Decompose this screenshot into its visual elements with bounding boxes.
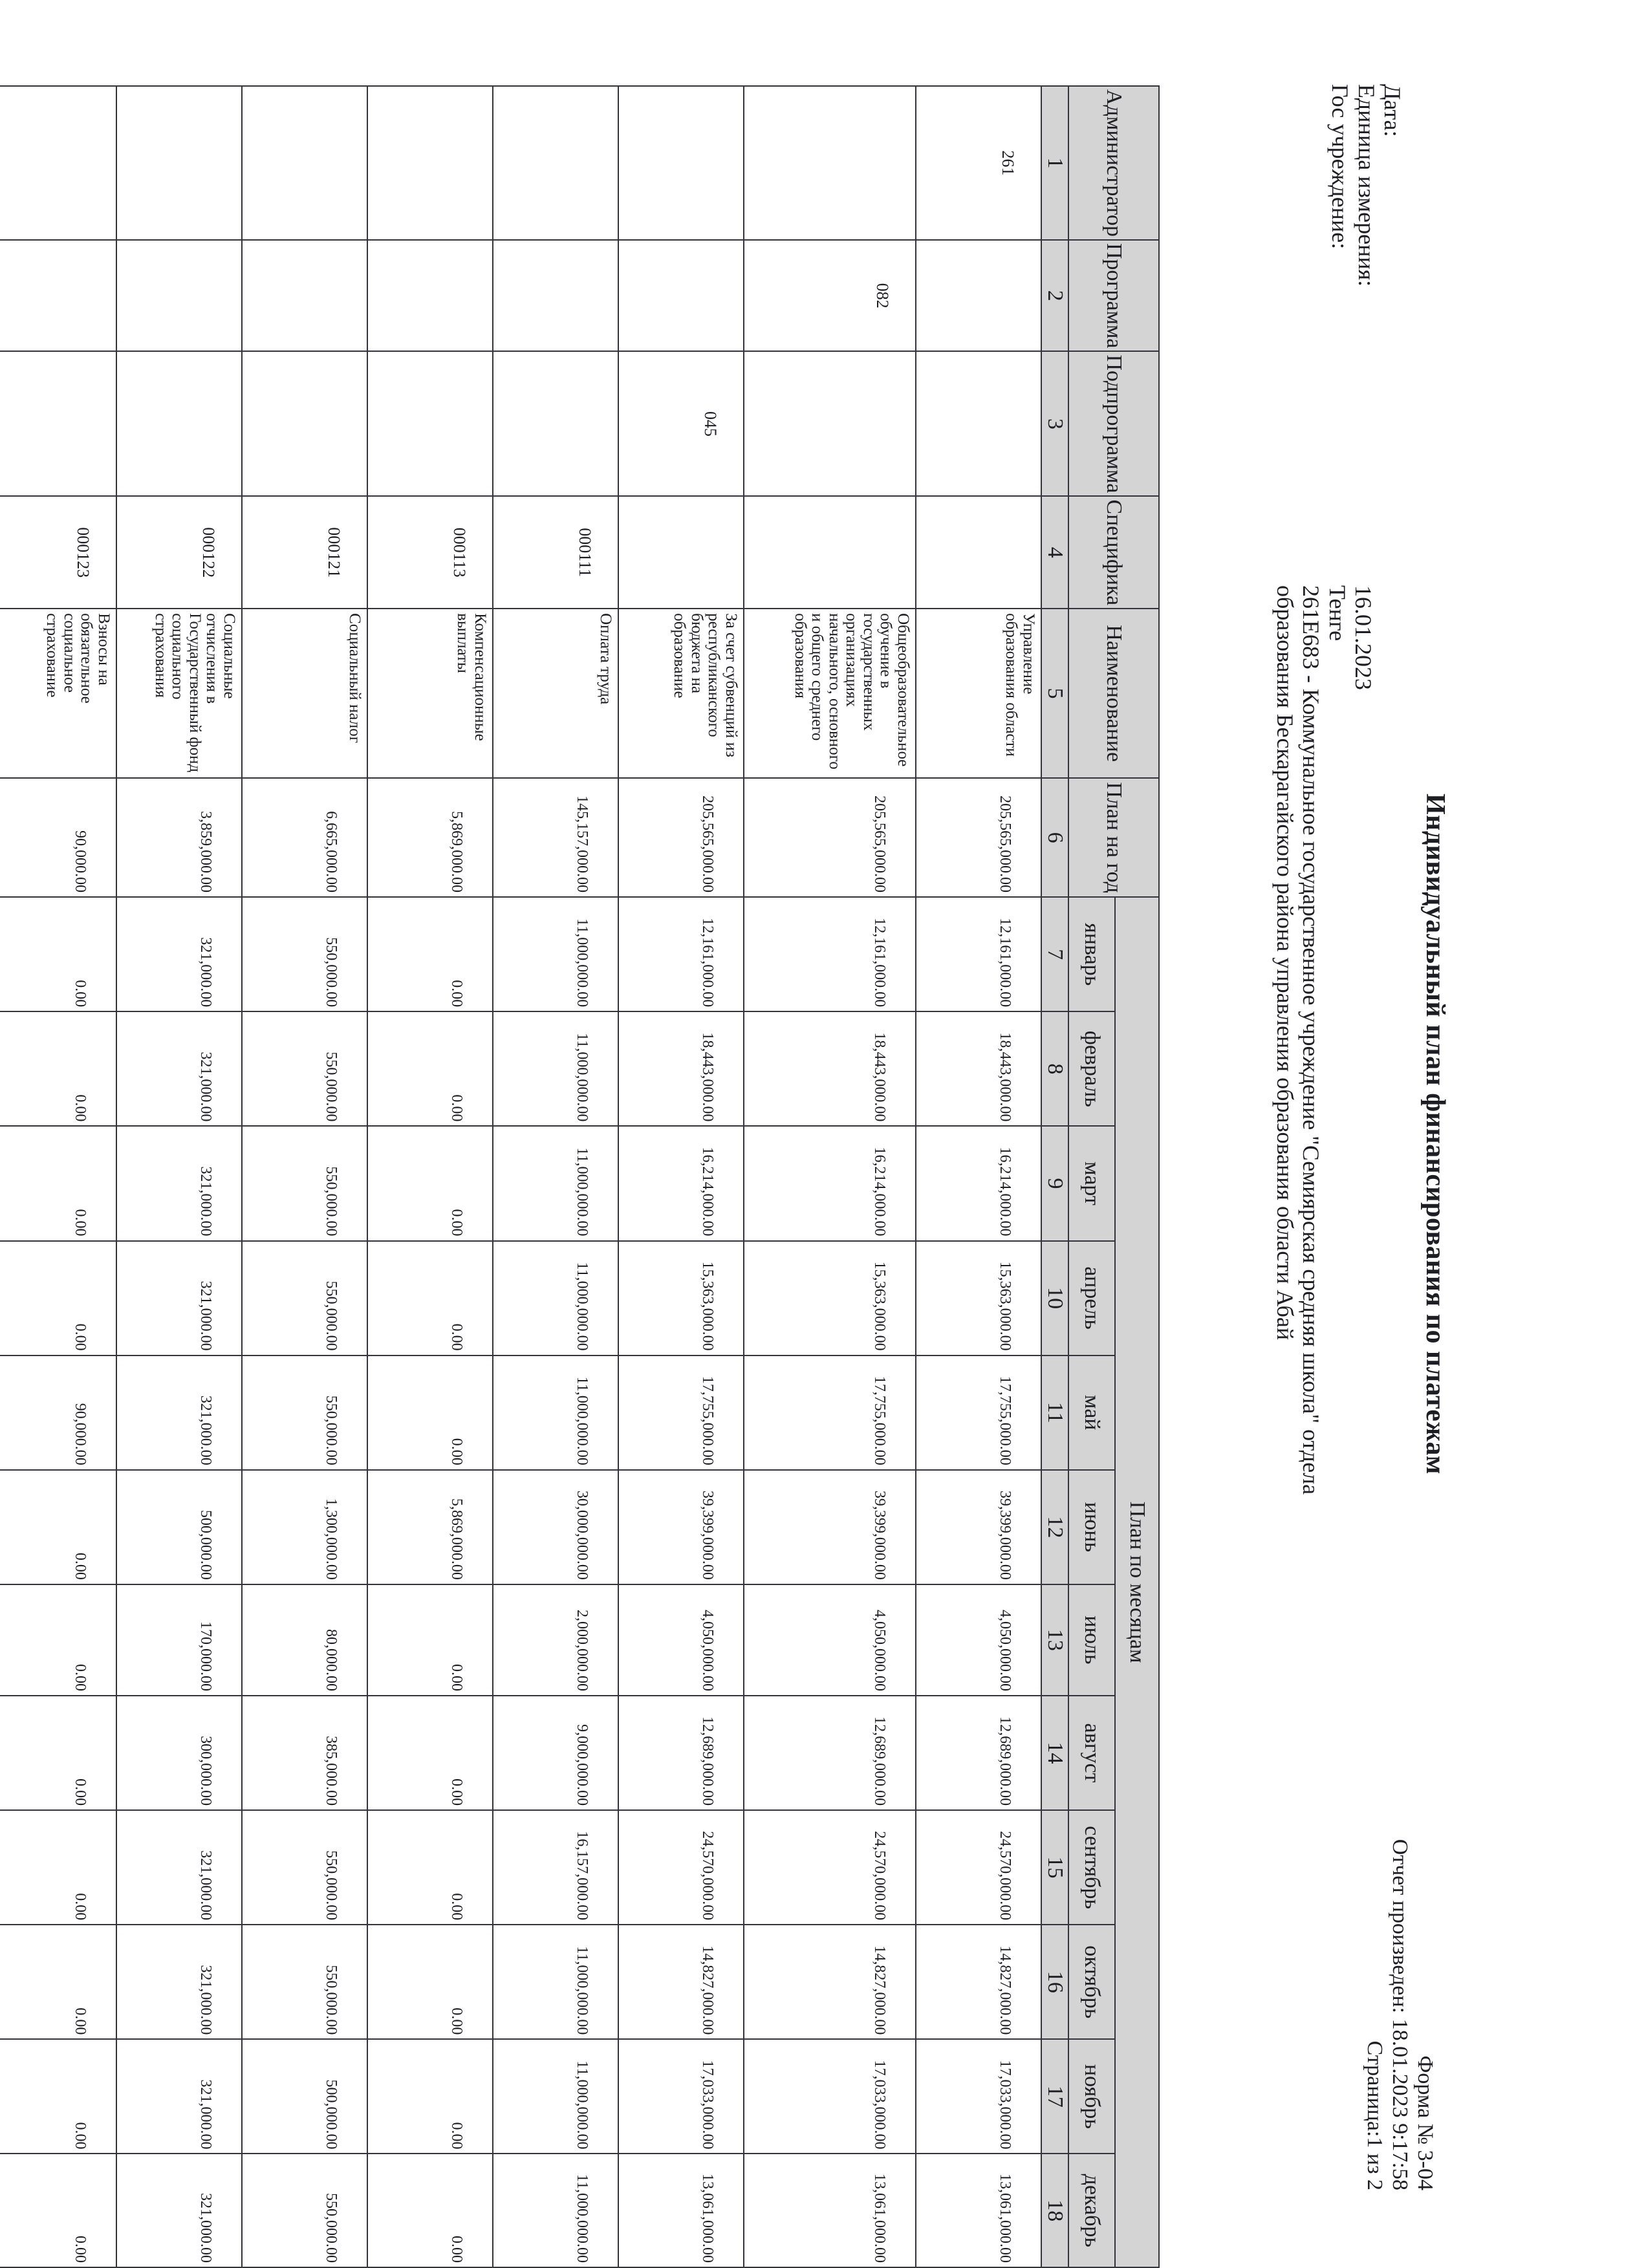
cell-month-amount: 12,161,000.00: [916, 897, 1041, 1011]
cell-month-amount: 550,000.00: [242, 2154, 367, 2267]
cell-month-amount: 15,363,000.00: [618, 1241, 744, 1355]
cell-plan-year: 205,565,000.00: [744, 778, 916, 897]
cell-program: [116, 240, 242, 351]
cell-month-amount: 4,050,000.00: [618, 1584, 744, 1696]
col-name: Наименование: [1068, 609, 1159, 778]
cell-program: 082: [744, 240, 916, 351]
col-program: Программа: [1068, 240, 1159, 351]
cell-month-amount: 500,000.00: [116, 1470, 242, 1584]
col-plan-by-month: План по месяцам: [1115, 897, 1159, 2267]
report-generated: Отчет произведен: 18.01.2023 9:17:58: [1387, 1839, 1412, 2190]
column-number: 18: [1041, 2154, 1068, 2267]
cell-month-amount: 500,000.00: [242, 2039, 367, 2154]
page-number: Страница:1 из 2: [1362, 2040, 1387, 2190]
cell-month-amount: 550,000.00: [242, 1810, 367, 1925]
column-numbers-row: [1041, 86, 1068, 2267]
form-info: [1362, 1839, 1438, 2190]
date-label: Дата:: [1380, 84, 1405, 137]
cell-program: [618, 240, 744, 351]
cell-month-amount: 0.00: [367, 2039, 493, 2154]
cell-month-amount: 321,000.00: [116, 1355, 242, 1470]
cell-month-amount: 17,033,000.00: [744, 2039, 916, 2154]
cell-program: [242, 240, 367, 351]
cell-month-amount: 80,000.00: [242, 1584, 367, 1696]
cell-month-amount: 1,300,000.00: [242, 1470, 367, 1584]
cell-program: [493, 240, 618, 351]
cell-admin: 261: [916, 86, 1041, 240]
cell-month-amount: 0.00: [367, 1241, 493, 1355]
cell-admin: [0, 86, 116, 240]
date-value: 16.01.2023: [1350, 585, 1376, 690]
cell-month-amount: 550,000.00: [242, 1355, 367, 1470]
cell-month-amount: 0.00: [367, 1355, 493, 1470]
cell-month-amount: 0.00: [367, 2154, 493, 2267]
cell-name: Оплата труда: [493, 609, 618, 778]
cell-subprogram: [916, 351, 1041, 496]
cell-month-amount: 321,000.00: [116, 1241, 242, 1355]
cell-subprogram: 045: [618, 351, 744, 496]
cell-month-amount: 14,827,000.00: [618, 1925, 744, 2039]
column-number: 1: [1041, 86, 1068, 240]
cell-month-amount: 17,755,000.00: [916, 1355, 1041, 1470]
cell-month-amount: 0.00: [0, 2154, 116, 2267]
col-month: декабрь: [1068, 2154, 1115, 2267]
institution-label: Гос учреждение:: [1327, 84, 1354, 250]
meta-labels: [1327, 84, 1405, 286]
cell-specifics: 000123: [0, 496, 116, 609]
col-plan-year: План на год: [1068, 778, 1159, 897]
cell-plan-year: 90,000.00: [0, 778, 116, 897]
cell-month-amount: 0.00: [367, 1696, 493, 1810]
col-month: январь: [1068, 897, 1115, 1011]
cell-month-amount: 321,000.00: [116, 897, 242, 1011]
cell-admin: [116, 86, 242, 240]
cell-month-amount: 11,000,000.00: [493, 2154, 618, 2267]
col-month: август: [1068, 1696, 1115, 1810]
cell-month-amount: 12,161,000.00: [618, 897, 744, 1011]
col-month: июль: [1068, 1584, 1115, 1696]
unit-label: Единица измерения:: [1353, 84, 1380, 287]
column-number: 4: [1041, 496, 1068, 609]
cell-month-amount: 0.00: [0, 1241, 116, 1355]
col-month: февраль: [1068, 1011, 1115, 1126]
cell-month-amount: 0.00: [0, 1470, 116, 1584]
cell-month-amount: 11,000,000.00: [493, 1355, 618, 1470]
cell-month-amount: 0.00: [367, 1925, 493, 2039]
cell-plan-year: 145,157,000.00: [493, 778, 618, 897]
cell-month-amount: 550,000.00: [242, 1126, 367, 1240]
cell-month-amount: 0.00: [367, 1011, 493, 1126]
cell-name: Общеобразовательное обучение в государственных организациях начального, основного и общего среднего образования: [744, 609, 916, 778]
table-row: [367, 86, 493, 2267]
report-title: Индивидуальный план финансирования по платежам: [1420, 793, 1450, 1474]
cell-month-amount: 14,827,000.00: [916, 1925, 1041, 2039]
column-number: 9: [1041, 1126, 1068, 1240]
column-number: 7: [1041, 897, 1068, 1011]
table-row: [242, 86, 367, 2267]
col-month: июнь: [1068, 1470, 1115, 1584]
cell-plan-year: 3,859,000.00: [116, 778, 242, 897]
cell-month-amount: 17,033,000.00: [916, 2039, 1041, 2154]
cell-month-amount: 0.00: [367, 897, 493, 1011]
table-row: [493, 86, 618, 2267]
cell-month-amount: 12,161,000.00: [744, 897, 916, 1011]
col-admin: Администратор: [1068, 86, 1159, 240]
cell-month-amount: 4,050,000.00: [744, 1584, 916, 1696]
cell-month-amount: 321,000.00: [116, 1925, 242, 2039]
cell-month-amount: 39,399,000.00: [916, 1470, 1041, 1584]
cell-month-amount: 2,000,000.00: [493, 1584, 618, 1696]
cell-month-amount: 16,214,000.00: [916, 1126, 1041, 1240]
cell-program: [916, 240, 1041, 351]
col-month: март: [1068, 1126, 1115, 1240]
cell-specifics: [744, 496, 916, 609]
cell-month-amount: 5,869,000.00: [367, 1470, 493, 1584]
cell-name: Социальные отчисления в Государственный фонд социального страхования: [116, 609, 242, 778]
cell-month-amount: 16,157,000.00: [493, 1810, 618, 1925]
column-number: 17: [1041, 2039, 1068, 2154]
column-number: 8: [1041, 1011, 1068, 1126]
cell-specifics: 000121: [242, 496, 367, 609]
cell-month-amount: 16,214,000.00: [618, 1126, 744, 1240]
cell-month-amount: 17,033,000.00: [618, 2039, 744, 2154]
cell-month-amount: 24,570,000.00: [618, 1810, 744, 1925]
cell-month-amount: 15,363,000.00: [744, 1241, 916, 1355]
column-number: 14: [1041, 1696, 1068, 1810]
cell-month-amount: 0.00: [367, 1810, 493, 1925]
financing-plan-table: [0, 85, 1160, 2268]
cell-month-amount: 550,000.00: [242, 897, 367, 1011]
cell-month-amount: 13,061,000.00: [618, 2154, 744, 2267]
cell-month-amount: 39,399,000.00: [744, 1470, 916, 1584]
cell-month-amount: 18,443,000.00: [744, 1011, 916, 1126]
cell-month-amount: 550,000.00: [242, 1925, 367, 2039]
column-number: 2: [1041, 240, 1068, 351]
cell-admin: [367, 86, 493, 240]
cell-month-amount: 24,570,000.00: [744, 1810, 916, 1925]
cell-month-amount: 0.00: [0, 897, 116, 1011]
cell-month-amount: 0.00: [0, 1126, 116, 1240]
cell-month-amount: 0.00: [0, 1925, 116, 2039]
cell-subprogram: [116, 351, 242, 496]
cell-name: Компенсационные выплаты: [367, 609, 493, 778]
cell-month-amount: 11,000,000.00: [493, 2039, 618, 2154]
cell-month-amount: 321,000.00: [116, 2039, 242, 2154]
cell-name: Управление образования области: [916, 609, 1041, 778]
cell-specifics: 000122: [116, 496, 242, 609]
cell-month-amount: 17,755,000.00: [618, 1355, 744, 1470]
cell-month-amount: 90,000.00: [0, 1355, 116, 1470]
cell-plan-year: 5,869,000.00: [367, 778, 493, 897]
column-number: 16: [1041, 1925, 1068, 2039]
cell-month-amount: 30,000,000.00: [493, 1470, 618, 1584]
cell-specifics: 000111: [493, 496, 618, 609]
cell-month-amount: 550,000.00: [242, 1011, 367, 1126]
column-number: 6: [1041, 778, 1068, 897]
cell-month-amount: 0.00: [367, 1584, 493, 1696]
cell-month-amount: 0.00: [0, 1584, 116, 1696]
cell-month-amount: 12,689,000.00: [744, 1696, 916, 1810]
cell-subprogram: [493, 351, 618, 496]
cell-month-amount: 0.00: [0, 1810, 116, 1925]
cell-month-amount: 12,689,000.00: [916, 1696, 1041, 1810]
cell-subprogram: [744, 351, 916, 496]
cell-plan-year: 205,565,000.00: [916, 778, 1041, 897]
cell-plan-year: 6,665,000.00: [242, 778, 367, 897]
cell-month-amount: 14,827,000.00: [744, 1925, 916, 2039]
table-row: [0, 86, 116, 2267]
col-month: май: [1068, 1355, 1115, 1470]
cell-month-amount: 9,000,000.00: [493, 1696, 618, 1810]
cell-month-amount: 11,000,000.00: [493, 1925, 618, 2039]
cell-specifics: 000113: [367, 496, 493, 609]
cell-month-amount: 39,399,000.00: [618, 1470, 744, 1584]
cell-month-amount: 0.00: [367, 1126, 493, 1240]
cell-month-amount: 170,000.00: [116, 1584, 242, 1696]
cell-subprogram: [0, 351, 116, 496]
column-number: 11: [1041, 1355, 1068, 1470]
table-row: [116, 86, 242, 2267]
col-subprogram: Подпрограмма: [1068, 351, 1159, 496]
meta-values: [1272, 585, 1376, 1510]
cell-month-amount: 12,689,000.00: [618, 1696, 744, 1810]
cell-month-amount: 24,570,000.00: [916, 1810, 1041, 1925]
cell-month-amount: 11,000,000.00: [493, 1241, 618, 1355]
cell-month-amount: 16,214,000.00: [744, 1126, 916, 1240]
cell-month-amount: 18,443,000.00: [618, 1011, 744, 1126]
cell-month-amount: 18,443,000.00: [916, 1011, 1041, 1126]
cell-month-amount: 321,000.00: [116, 2154, 242, 2267]
column-number: 5: [1041, 609, 1068, 778]
cell-month-amount: 321,000.00: [116, 1011, 242, 1126]
col-month: октябрь: [1068, 1925, 1115, 2039]
cell-program: [0, 240, 116, 351]
cell-subprogram: [367, 351, 493, 496]
table-row: [618, 86, 744, 2267]
cell-month-amount: 15,363,000.00: [916, 1241, 1041, 1355]
cell-name: Взносы на обязательное социальное страхование: [0, 609, 116, 778]
form-number: Форма № 3-04: [1413, 2055, 1437, 2190]
cell-month-amount: 300,000.00: [116, 1696, 242, 1810]
column-number: 12: [1041, 1470, 1068, 1584]
cell-month-amount: 4,050,000.00: [916, 1584, 1041, 1696]
table-row: [744, 86, 916, 2267]
cell-admin: [744, 86, 916, 240]
cell-month-amount: 13,061,000.00: [744, 2154, 916, 2267]
cell-month-amount: 321,000.00: [116, 1810, 242, 1925]
cell-month-amount: 11,000,000.00: [493, 1126, 618, 1240]
cell-admin: [618, 86, 744, 240]
cell-month-amount: 385,000.00: [242, 1696, 367, 1810]
cell-specifics: [916, 496, 1041, 609]
column-number: 3: [1041, 351, 1068, 496]
cell-program: [367, 240, 493, 351]
cell-subprogram: [242, 351, 367, 496]
cell-month-amount: 11,000,000.00: [493, 1011, 618, 1126]
cell-month-amount: 0.00: [0, 1011, 116, 1126]
col-month: апрель: [1068, 1241, 1115, 1355]
column-number: 13: [1041, 1584, 1068, 1696]
cell-name: За счет субвенций из республиканского бюджета на образование: [618, 609, 744, 778]
cell-month-amount: 0.00: [0, 1696, 116, 1810]
cell-month-amount: 0.00: [0, 2039, 116, 2154]
unit-value: Тенге: [1324, 585, 1350, 642]
column-number: 10: [1041, 1241, 1068, 1355]
col-specifics: Специфика: [1068, 496, 1159, 609]
column-number: 15: [1041, 1810, 1068, 1925]
institution-value: 261Е683 - Коммунальное государственное учреждение "Семиярская средняя школа" отдела образования Бескарагайского района управления образования области Абай: [1272, 585, 1325, 1495]
cell-admin: [493, 86, 618, 240]
cell-specifics: [618, 496, 744, 609]
cell-month-amount: 13,061,000.00: [916, 2154, 1041, 2267]
cell-plan-year: 205,565,000.00: [618, 778, 744, 897]
cell-name: Социальный налог: [242, 609, 367, 778]
cell-month-amount: 11,000,000.00: [493, 897, 618, 1011]
col-month: ноябрь: [1068, 2039, 1115, 2154]
cell-admin: [242, 86, 367, 240]
col-month: сентябрь: [1068, 1810, 1115, 1925]
cell-month-amount: 17,755,000.00: [744, 1355, 916, 1470]
cell-month-amount: 321,000.00: [116, 1126, 242, 1240]
table-row: [916, 86, 1041, 2267]
cell-month-amount: 550,000.00: [242, 1241, 367, 1355]
